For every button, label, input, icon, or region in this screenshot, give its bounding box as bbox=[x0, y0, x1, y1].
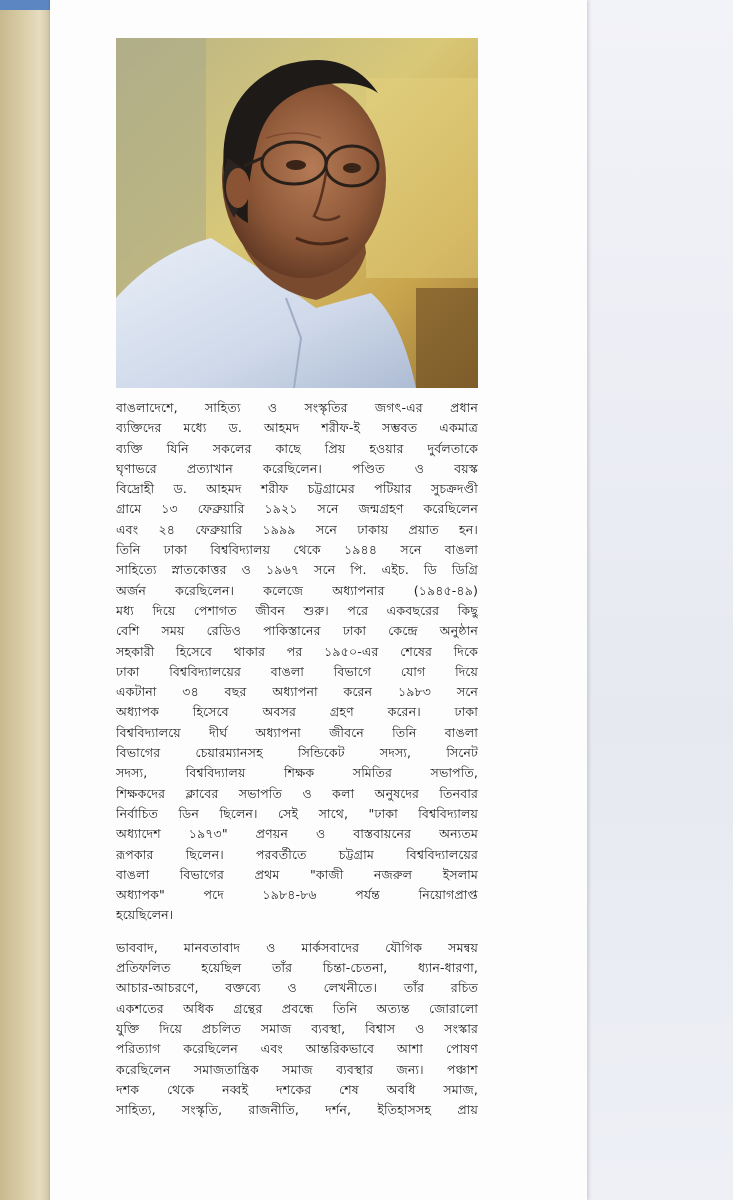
text-line: প্রতিফলিত হয়েছিল তাঁর চিন্তা-চেতনা, ধ্যান-ধারণা, bbox=[116, 960, 478, 976]
portrait-photo-icon bbox=[116, 38, 478, 388]
biography-paragraph-2 bbox=[116, 938, 478, 1121]
text-line: অধ্যাপক হিসেবে অবসর গ্রহণ করেন। ঢাকা bbox=[116, 704, 478, 720]
text-line: রূপকার ছিলেন। পরবর্তীতে চট্টগ্রাম বিশ্ববিদ্যালয়ের bbox=[116, 846, 478, 862]
text-line: বেশি সময় রেডিও পাকিস্তানের ঢাকা কেন্দ্রে অনুষ্ঠান bbox=[116, 623, 478, 639]
backing-paper bbox=[587, 0, 733, 1200]
text-line: অধ্যাদেশ ১৯৭৩" প্রণয়ন ও বাস্তবায়নের অন্যতম bbox=[116, 826, 478, 842]
text-line: আচার-আচরণে, বক্তব্যে ও লেখনীতে। তাঁর রচিত bbox=[116, 980, 478, 996]
text-line: ঢাকা বিশ্ববিদ্যালয়ের বাঙলা বিভাগে যোগ দিয়ে bbox=[116, 663, 478, 679]
book-spine bbox=[0, 0, 50, 1200]
text-line: তিনি ঢাকা বিশ্ববিদ্যালয় থেকে ১৯৪৪ সনে বাঙলা bbox=[116, 542, 478, 558]
text-line: বিশ্ববিদ্যালয়ে দীর্ঘ অধ্যাপনা জীবনে তিনি বাঙলা bbox=[116, 724, 478, 740]
text-line: দশক থেকে নব্বই দশকের শেষ অবধি সমাজ, bbox=[116, 1081, 478, 1097]
text-line: ভাববাদ, মানবতাবাদ ও মার্কসবাদের যৌগিক সমন্বয় bbox=[116, 939, 478, 955]
text-line: ব্যক্তি যিনি সকলের কাছে প্রিয় হওয়ার দুর্বলতাকে bbox=[116, 440, 478, 456]
text-line: ঘৃণাভরে প্রত্যাখান করেছিলেন। পণ্ডিত ও বয়স্ক bbox=[116, 460, 478, 476]
text-line: বিভাগের চেয়ারম্যানসহ সিন্ডিকেট সদস্য, সিনেট bbox=[116, 745, 478, 761]
text-line: বাঙলাদেশে, সাহিত্য ও সংস্কৃতির জগৎ-এর প্রধান bbox=[116, 400, 478, 415]
text-line: মধ্য দিয়ে পেশাগত জীবন শুরু। পরে একবছরের কিছু bbox=[116, 602, 478, 618]
text-line: যুক্তি দিয়ে প্রচলিত সমাজ ব্যবস্থা, বিশ্বাস ও সংস্কার bbox=[116, 1020, 478, 1036]
text-line: সহকারী হিসেবে থাকার পর ১৯৫০-এর শেষের দিকে bbox=[116, 643, 478, 659]
text-line: সাহিত্য, সংস্কৃতি, রাজনীতি, দর্শন, ইতিহাসসহ প্রায় bbox=[116, 1102, 478, 1118]
text-line: করেছিলেন সমাজতান্ত্রিক সমাজ ব্যবস্থার জন্য। পঞ্চাশ bbox=[116, 1061, 478, 1077]
text-line: ব্যক্তিদের মধ্যে ড. আহমদ শরীফ-ই সম্ভবত একমাত্র bbox=[116, 420, 478, 436]
text-line: অর্জন করেছিলেন। কলেজে অধ্যাপনার (১৯৪৫-৪৯) bbox=[116, 582, 478, 598]
biography-paragraph-1 bbox=[116, 398, 478, 926]
text-line: হয়েছিলেন। bbox=[116, 907, 174, 923]
text-line: পরিত্যাগ করেছিলেন এবং আন্তরিকভাবে আশা পোষণ bbox=[116, 1041, 478, 1057]
text-line: বাঙলা বিভাগের প্রথম "কাজী নজরুল ইসলাম bbox=[116, 866, 478, 882]
text-line: অধ্যাপক" পদে ১৯৮৪-৮৬ পর্যন্ত নিয়োগপ্রাপ্ত bbox=[116, 887, 478, 903]
text-line: একটানা ৩৪ বছর অধ্যাপনা করেন ১৯৮৩ সনে bbox=[116, 684, 478, 700]
text-line: সাহিত্যে স্নাতকোত্তর ও ১৯৬৭ সনে পি. এইচ. ডি ডিগ্রি bbox=[116, 562, 478, 578]
text-line: একশতের অধিক গ্রন্থের প্রবন্ধে তিনি অত্যন্ত জোরালো bbox=[116, 1000, 478, 1016]
text-line: সদস্য, বিশ্ববিদ্যালয় শিক্ষক সমিতির সভাপতি, bbox=[116, 765, 478, 781]
spine-top-band bbox=[0, 0, 50, 10]
text-line: বিদ্রোহী ড. আহমদ শরীফ চট্টগ্রামের পটিয়ার সুচক্রদণ্ডী bbox=[116, 481, 478, 497]
text-line: শিক্ষকদের ক্লাবের সভাপতি ও কলা অনুষদের তিনবার bbox=[116, 785, 478, 801]
text-line: গ্রামে ১৩ ফেব্রুয়ারি ১৯২১ সনে জন্মগ্রহণ করেছিলেন bbox=[116, 501, 478, 517]
text-line: এবং ২৪ ফেব্রুয়ারি ১৯৯৯ সনে ঢাকায় প্রয়াত হন। bbox=[116, 521, 478, 537]
author-biography bbox=[116, 398, 478, 1120]
text-line: নির্বাচিত ডিন ছিলেন। সেই সাথে, "ঢাকা বিশ্ববিদ্যালয় bbox=[116, 805, 478, 821]
author-portrait bbox=[116, 38, 478, 388]
